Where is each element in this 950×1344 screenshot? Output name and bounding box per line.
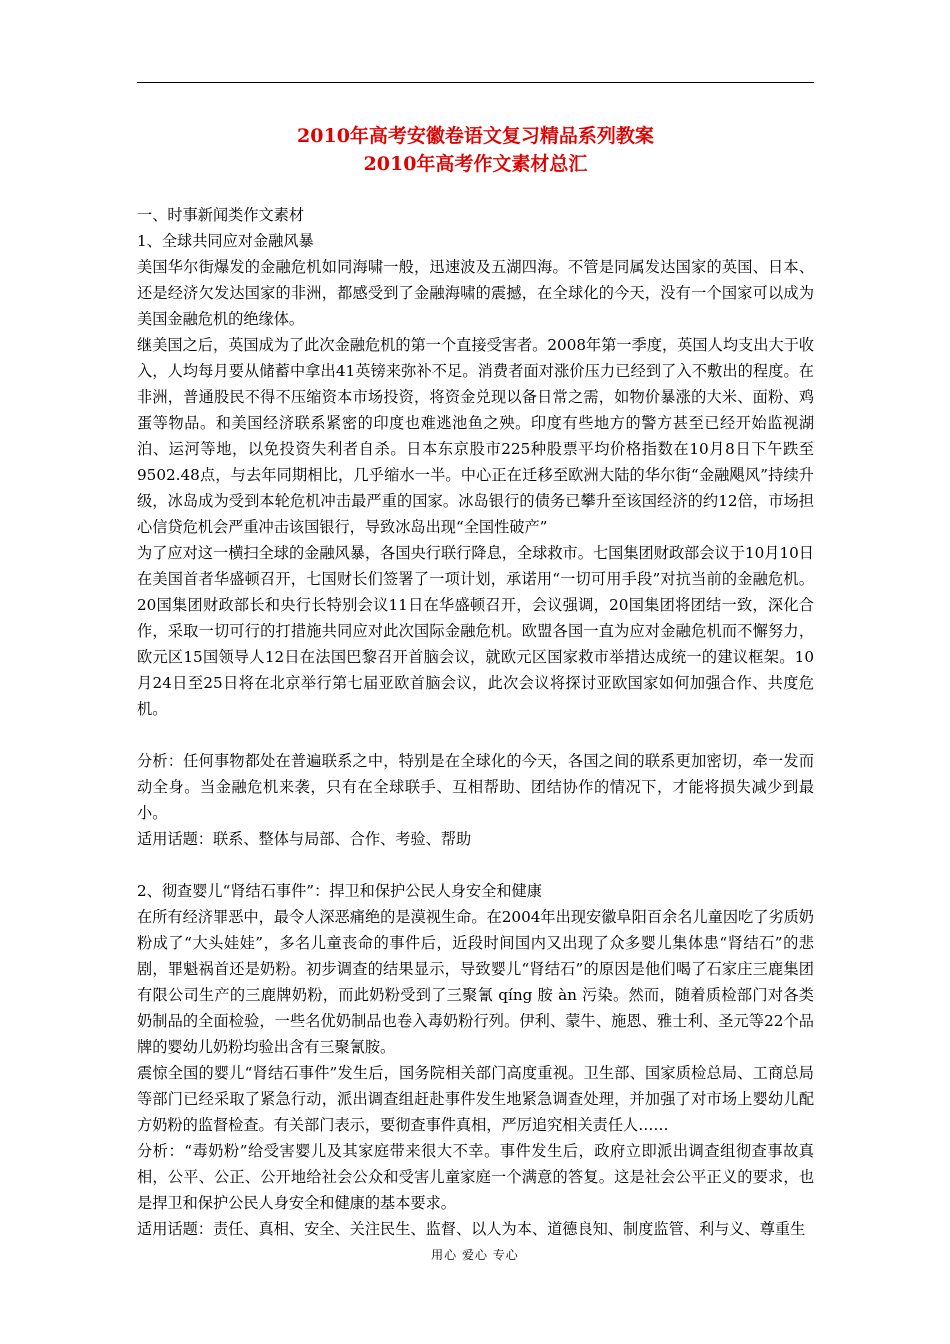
topic-1-paragraph-3: 为了应对这一横扫全球的金融风暴，各国央行联行降息，全球救市。七国集团财政部会议于10月10日在美国首者华盛顿召开，七国财长们签署了一项计划，承诺用“一切可用手段”对抗当前的金融危机。20国集团财政部长和央行长特别会议11日在华盛顿召开，会议强调，20国集团将团结一致，深化合作，采取一切可行的打措施共同应对此次国际金融危机。欧盟各国一直为应对金融危机而不懈努力，欧元区15国领导人12日在法国巴黎召开首脑会议，就欧元区国家救市举措达成统一的建议框架。10月24日至25日将在北京举行第七届亚欧首脑会议，此次会议将探讨亚欧国家如何加强合作、共度危机。 — [137, 544, 814, 718]
topic-1-heading: 1、全球共同应对金融风暴 — [137, 232, 314, 250]
title-line-1: 2010年高考安徽卷语文复习精品系列教案 — [297, 125, 654, 147]
topic-2-applicable-topics: 适用话题：责任、真相、安全、关注民生、监督、以人为本、道德良知、制度监管、利与义、尊重生 — [137, 1220, 806, 1238]
title-line-2: 2010年高考作文素材总汇 — [363, 153, 588, 175]
topic-2-paragraph-2: 震惊全国的婴儿“肾结石事件”发生后，国务院相关部门高度重视。卫生部、国家质检总局、工商总局等部门已经采取了紧急行动，派出调查组赶赴事件发生地紧急调查处理，并加强了对市场上婴幼儿配方奶粉的监督检查。有关部门表示，要彻查事件真相，严厉追究相关责任人…… — [137, 1064, 814, 1134]
document-title — [137, 122, 814, 178]
topic-1-paragraph-2: 继美国之后，英国成为了此次金融危机的第一个直接受害者。2008年第一季度，英国人均支出大于收入，人均每月要从储蓄中拿出41英镑来弥补不足。消费者面对涨价压力已经到了入不敷出的程度。在非洲，普通股民不得不压缩资本市场投资，将资金兑现以备日常之需，如物价暴涨的大米、面粉、鸡蛋等物品。和美国经济联系紧密的印度也难逃池鱼之殃。印度有些地方的警方甚至已经开始监视湖泊、运河等地，以免投资失利者自杀。日本东京股市225种股票平均价格指数在10月8日下午跌至9502.48点，与去年同期相比，几乎缩水一半。中心正在迁移至欧洲大陆的华尔街“金融飓风”持续升级，冰岛成为受到本轮危机冲击最严重的国家。冰岛银行的债务已攀升至该国经济的约12倍，市场担心信贷危机会严重冲击该国银行，导致冰岛出现“全国性破产” — [137, 336, 814, 536]
topic-1-applicable-topics: 适用话题：联系、整体与局部、合作、考验、帮助 — [137, 830, 472, 848]
topic-2-analysis: 分析：“毒奶粉”给受害婴儿及其家庭带来很大不幸。事件发生后，政府立即派出调查组彻查事故真相，公平、公正、公开地给社会公众和受害儿童家庭一个满意的答复。这是社会公平正义的要求，也是捍卫和保护公民人身安全和健康的基本要求。 — [137, 1142, 814, 1212]
topic-1-paragraph-1: 美国华尔街爆发的金融危机如同海啸一般，迅速波及五湖四海。不管是同属发达国家的英国、日本、还是经济欠发达国家的非洲，都感受到了金融海啸的震撼，在全球化的今天，没有一个国家可以成为美国金融危机的绝缘体。 — [137, 258, 814, 328]
page-footer: 用心 爱心 专心 — [431, 1248, 519, 1262]
topic-2-heading: 2、彻查婴儿“肾结石事件”：捍卫和保护公民人身安全和健康 — [137, 882, 542, 900]
section-heading: 一、时事新闻类作文素材 — [137, 206, 305, 224]
spacer — [137, 852, 814, 878]
topic-1-analysis: 分析：任何事物都处在普遍联系之中，特别是在全球化的今天，各国之间的联系更加密切，牵一发而动全身。当金融危机来袭，只有在全球联手、互相帮助、团结协作的情况下，才能将损失减少到最小。 — [137, 752, 814, 822]
spacer — [137, 722, 814, 748]
document-body — [137, 202, 814, 1242]
header-rule — [137, 82, 814, 83]
topic-2-paragraph-1: 在所有经济罪恶中，最令人深恶痛绝的是漠视生命。在2004年出现安徽阜阳百余名儿童因吃了劣质奶粉成了“大头娃娃”，多名儿童丧命的事件后，近段时间国内又出现了众多婴儿集体患“肾结石”的悲剧，罪魁祸首还是奶粉。初步调查的结果显示，导致婴儿“肾结石”的原因是他们喝了石家庄三鹿集团有限公司生产的三鹿牌奶粉，而此奶粉受到了三聚氰 qíng 胺 àn 污染。然而，随着质检部门对各类奶制品的全面检验，一些名优奶制品也卷入毒奶粉行列。伊利、蒙牛、施恩、雅士利、圣元等22个品牌的婴幼儿奶粉均验出含有三聚氰胺。 — [137, 908, 814, 1056]
